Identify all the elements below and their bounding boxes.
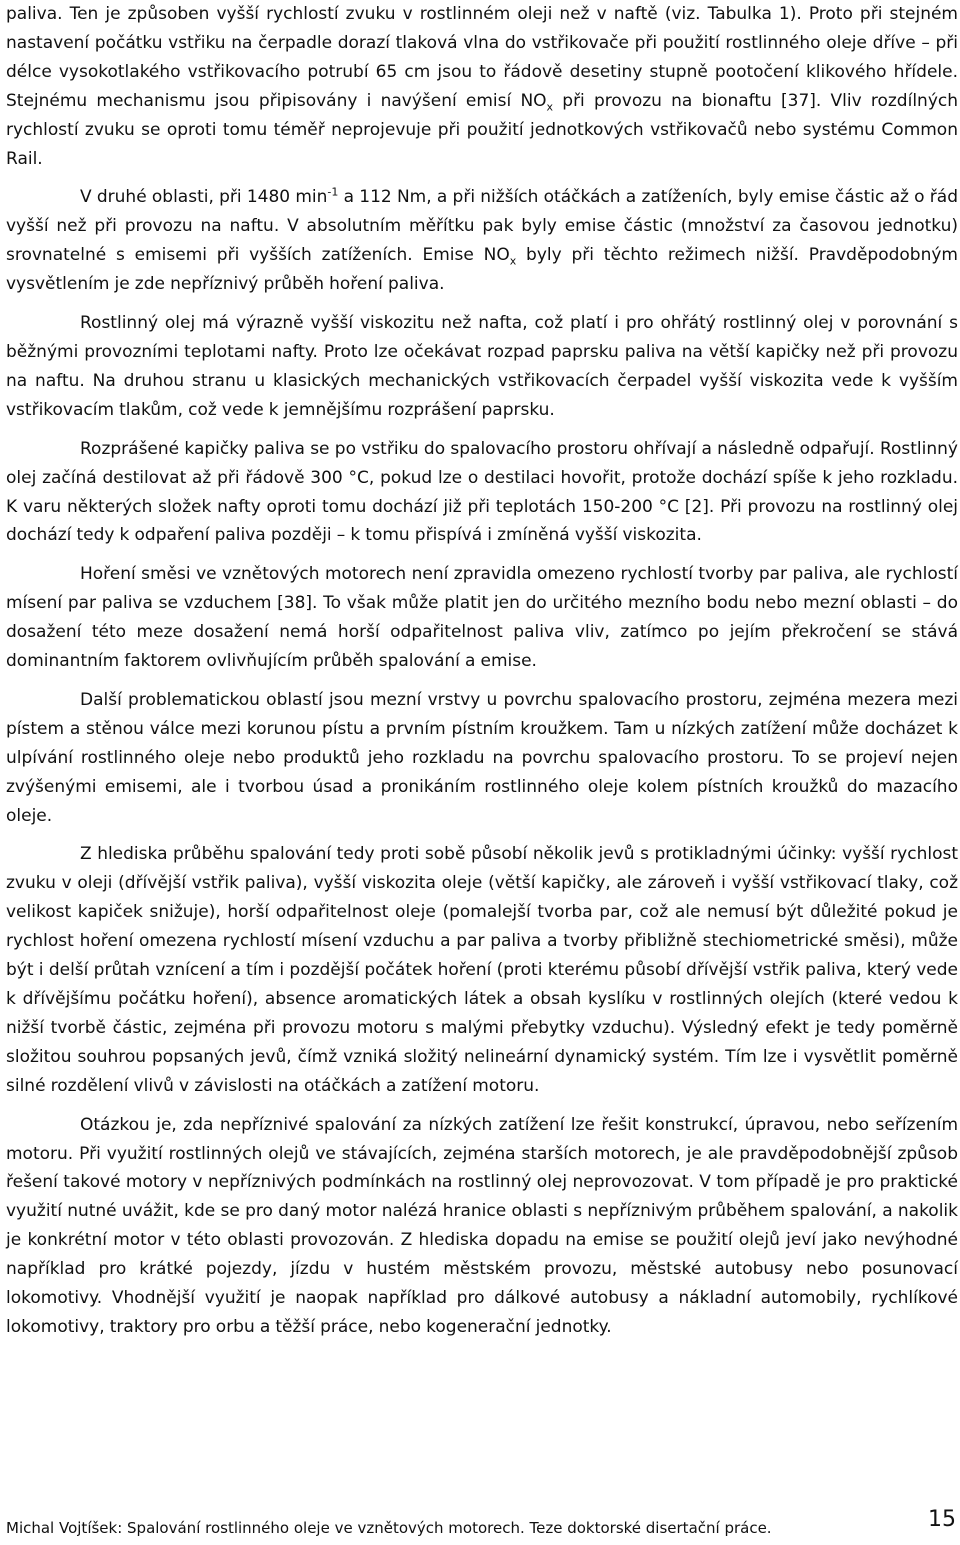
footer-text: Michal Vojtíšek: Spalování rostlinného oleje ve vznětových motorech. Teze doktorské disertační práce. (6, 1519, 772, 1537)
paragraph-text: paliva. Ten je způsoben vyšší rychlostí zvuku v rostlinném oleji než v naftě (viz. Tabulka 1). Proto při stejném nastavení počátku vstřiku na čerpadle dorazí tlaková vlna do vstřikovače při použití rostlinného oleje dříve – při délce vysokotlakého vstřikovacího potrubí 65 cm jsou to řádově desetiny stupně pootočení klikového hřídele. Stejnému mechanismu jsou připisovány i navýšení emisí NO (6, 4, 958, 111)
paragraph-text: Rozprášené kapičky paliva se po vstřiku do spalovacího prostoru ohřívají a následně odpařují. Rostlinný olej začíná destilovat až při řádově 300 °C, pokud lze o destilaci hovořit, protože dochází spíše k jeho rozkladu. K varu některých složek nafty oproti tomu dochází již při teplotách 150-200 °C [2]. Při provozu na rostlinný olej dochází tedy k odpaření paliva později – k tomu přispívá i zmíněná vyšší viskozita. (6, 438, 958, 546)
paragraph-2 (6, 309, 958, 425)
paragraph-text: Otázkou je, zda nepříznivé spalování za nízkých zatížení lze řešit konstrukcí, úpravou, nebo seřízením motoru. Při využití rostlinných olejů ve stávajících, zejména starších motorech, je ale pravděpodobnější způsob řešení takové motory v nepříznivých podmínkách na rostlinný olej neprovozovat. V tom případě je pro praktické využití nutné uvážit, kde se pro daný motor nalézá hranice oblasti s nepříznivým průběhem spalování, a nakolik je konkrétní motor v této oblasti provozován. Z hlediska dopadu na emise se použití olejů jeví jako nevýhodné například pro krátké pojezdy, jízdu v hustém městském provozu, městské autobusy nebo posunovací lokomotivy. Vhodnější využití je naopak například pro dálkové autobusy a nákladní automobily, rychlíkové lokomotivy, traktory pro orbu a těžší práce, nebo kogenerační jednotky. (6, 1114, 958, 1337)
paragraph-text: Rostlinný olej má výrazně vyšší viskozitu než nafta, což platí i pro ohřátý rostlinný olej v porovnání s běžnými provozními teplotami nafty. Proto lze očekávat rozpad paprsku paliva na větší kapičky než při provozu na naftu. Na druhou stranu u klasických mechanických vstřikovacích čerpadel vyšší viskozita vede k vyšším vstřikovacím tlakům, což vede k jemnějšímu rozprášení paprsku. (6, 313, 958, 420)
paragraph-text: Další problematickou oblastí jsou mezní vrstvy u povrchu spalovacího prostoru, zejména mezera mezi pístem a stěnou válce mezi korunou pístu a prvním pístním kroužkem. Tam u nízkých zatížení může docházet k ulpívání rostlinného oleje nebo produktů jeho rozkladu na povrchu spalovacího prostoru. To se projeví nejen zvýšenými emisemi, ale i tvorbou úsad a pronikáním rostlinného oleje kolem pístních kroužků do mazacího oleje. (6, 689, 958, 826)
document-page (6, 0, 958, 1342)
paragraph-text: byly při těchto režimech nižší. Pravděpodobným vysvětlením je zde nepříznivý průběh hoření paliva. (6, 245, 958, 295)
subscript-text: x (546, 100, 554, 114)
paragraph-6 (6, 840, 958, 1100)
subscript-text: x (509, 254, 517, 268)
paragraph-text: Hoření směsi ve vznětových motorech není zpravidla omezeno rychlostí tvorby par paliva, ale rychlostí mísení par paliva se vzduchem [38]. To však může platit jen do určitého mezního bodu nebo mezní oblasti – do dosažení této meze dosažení nemá horší odpařitelnost paliva vliv, zatímco po jejím překročení se stává dominantním faktorem ovlivňujícím průběh spalování a emise. (6, 564, 958, 672)
paragraph-text: V druhé oblasti, při 1480 min (80, 187, 328, 208)
paragraph-text: při provozu na bionaftu [37]. Vliv rozdílných rychlostí zvuku se oproti tomu téměř neprojevuje při použití jednotkových vstřikovačů nebo systému Common Rail. (6, 90, 958, 169)
page-number: 15 (928, 1507, 956, 1532)
superscript-text: -1 (327, 185, 339, 199)
paragraph-1 (6, 183, 958, 299)
paragraph-3 (6, 435, 958, 551)
page-footer (6, 1507, 956, 1538)
paragraph-text: Z hlediska průběhu spalování tedy proti sobě působí několik jevů s protikladnými účinky: vyšší rychlost zvuku v oleji (dřívější vstřik paliva), vyšší viskozita oleje (větší kapičky, ale zároveň i vyšší vstřikovací tlaky, což velikost kapiček snižuje), horší odpařitelnost oleje (pomalejší tvorba par, což ale nemusí být důležité pokud je rychlost hoření omezena rychlostí mísení vzduchu a par paliva a tvorby přibližně stechiometrické směsi), může být i delší průtah vznícení a tím i pozdější počátek hoření (proti kterému působí dřívější vstřik paliva, který vede k dřívějšímu počátku hoření), absence aromatických látek a obsah kyslíku v rostlinných olejích (které vedou k nižší tvorbě částic, zejména při provozu motoru s malými přebytky vzduchu). Výsledný efekt je tedy poměrně složitou souhrou popsaných jevů, čímž vzniká složitý nelineární dynamický systém. Tím lze i vysvětlit poměrně silné rozdělení vlivů v závislosti na otáčkách a zatížení motoru. (6, 844, 958, 1096)
paragraph-5 (6, 686, 958, 831)
paragraph-4 (6, 560, 958, 676)
paragraph-0 (6, 0, 958, 173)
paragraph-text: a 112 Nm, a při nižších otáčkách a zatíženích, byly emise částic až o řád vyšší než při provozu na naftu. V absolutním měřítku pak byly emise částic (množství za časovou jednotku) srovnatelné s emisemi při vyšších zatíženích. Emise NO (6, 187, 958, 266)
paragraph-7 (6, 1111, 958, 1342)
